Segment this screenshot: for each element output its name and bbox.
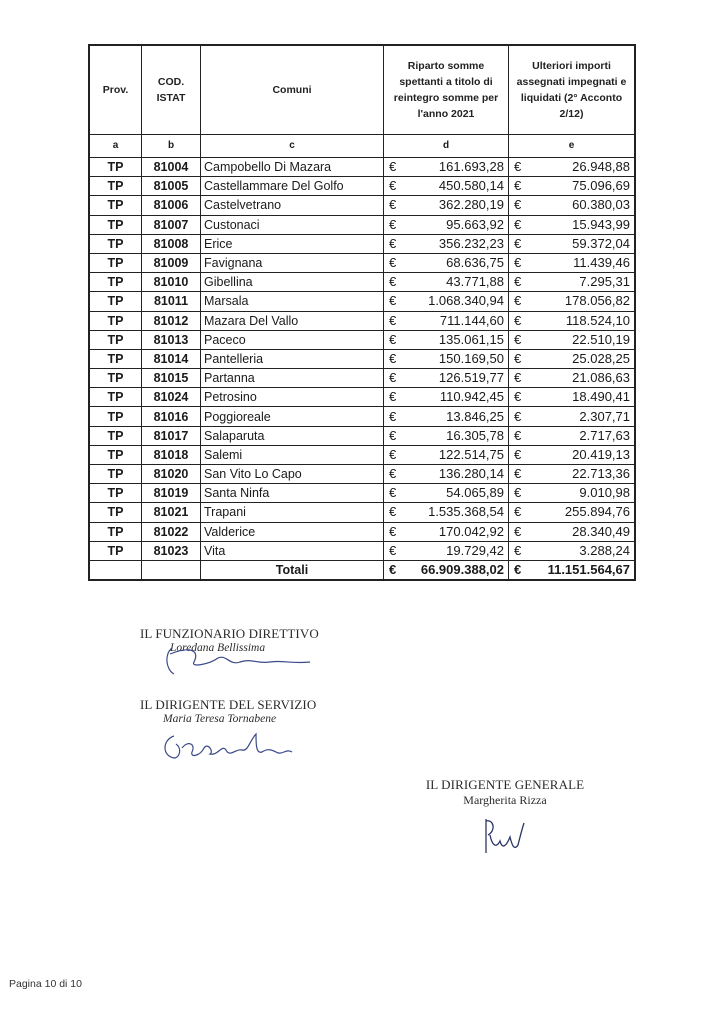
- cell-riparto: [384, 196, 509, 215]
- cell-ulteriori: [509, 369, 635, 388]
- cell-riparto-value: 711.144,60: [439, 312, 504, 328]
- signature-name: Loredana Bellissima: [170, 642, 266, 654]
- cell-cod-istat: 81014: [142, 349, 201, 368]
- cell-cod-istat: 81013: [142, 330, 201, 349]
- handwritten-signature-icon: [160, 640, 320, 680]
- currency-symbol: €: [389, 542, 397, 558]
- cell-riparto-value: 136.280,14: [438, 466, 504, 482]
- table-row: [90, 349, 635, 368]
- table-body: [90, 158, 635, 561]
- cell-ulteriori-value: 255.894,76: [564, 504, 630, 520]
- currency-symbol: €: [514, 427, 522, 443]
- totals-e-value: 11.151.564,67: [547, 561, 630, 577]
- cell-prov: TP: [90, 292, 142, 311]
- cell-ulteriori: [509, 388, 635, 407]
- cell-ulteriori-value: 178.056,82: [564, 293, 630, 309]
- currency-symbol: €: [389, 370, 397, 386]
- signature-dirigente-generale: [420, 777, 590, 808]
- currency-symbol: €: [389, 389, 397, 405]
- cell-ulteriori: [509, 196, 635, 215]
- cell-prov: TP: [90, 234, 142, 253]
- currency-symbol: €: [514, 408, 522, 424]
- cell-riparto-value: 126.519,77: [438, 370, 504, 386]
- table-row: [90, 215, 635, 234]
- cell-cod-istat: 81020: [142, 465, 201, 484]
- cell-riparto-value: 16.305,78: [446, 427, 504, 443]
- cell-prov: TP: [90, 273, 142, 292]
- cell-cod-istat: 81023: [142, 541, 201, 560]
- letter-c: c: [201, 135, 384, 158]
- currency-symbol: €: [514, 542, 522, 558]
- cell-ulteriori-value: 2.307,71: [579, 408, 630, 424]
- cell-ulteriori-value: 7.295,31: [579, 274, 630, 290]
- cell-prov: TP: [90, 388, 142, 407]
- currency-symbol: €: [514, 370, 522, 386]
- cell-riparto-value: 1.068.340,94: [428, 293, 504, 309]
- currency-symbol: €: [514, 293, 522, 309]
- cell-ulteriori: [509, 234, 635, 253]
- cell-ulteriori-value: 18.490,41: [572, 389, 630, 405]
- currency-symbol: €: [389, 312, 397, 328]
- cell-riparto: [384, 253, 509, 272]
- header-riparto: Riparto somme spettanti a titolo di reintegro somme per l'anno 2021: [384, 46, 509, 135]
- cell-ulteriori: [509, 311, 635, 330]
- cell-riparto-value: 170.042,92: [438, 523, 504, 539]
- cell-cod-istat: 81019: [142, 484, 201, 503]
- cell-prov: TP: [90, 311, 142, 330]
- currency-symbol: €: [389, 197, 397, 213]
- currency-symbol: €: [389, 331, 397, 347]
- cell-ulteriori-value: 11.439,46: [573, 255, 630, 271]
- totals-d-value: 66.909.388,02: [420, 561, 504, 577]
- totals-empty-a: [90, 560, 142, 579]
- table-row: [90, 426, 635, 445]
- letter-e: e: [509, 135, 635, 158]
- cell-ulteriori-value: 2.717,63: [579, 427, 630, 443]
- cell-cod-istat: 81016: [142, 407, 201, 426]
- table-row: [90, 273, 635, 292]
- cell-comune: Partanna: [201, 369, 384, 388]
- cell-riparto-value: 19.729,42: [446, 542, 504, 558]
- letter-a: a: [90, 135, 142, 158]
- cell-ulteriori: [509, 177, 635, 196]
- cell-prov: TP: [90, 215, 142, 234]
- cell-cod-istat: 81024: [142, 388, 201, 407]
- signature-dirigente-servizio: [140, 697, 316, 725]
- table-row: [90, 522, 635, 541]
- cell-comune: Castelvetrano: [201, 196, 384, 215]
- signature-role: IL FUNZIONARIO DIRETTIVO: [140, 626, 319, 641]
- table-row: [90, 541, 635, 560]
- cell-riparto: [384, 388, 509, 407]
- cell-riparto-value: 95.663,92: [446, 216, 504, 232]
- currency-symbol: €: [389, 255, 397, 271]
- currency-symbol: €: [389, 504, 397, 520]
- cell-cod-istat: 81007: [142, 215, 201, 234]
- cell-prov: TP: [90, 465, 142, 484]
- cell-riparto-value: 43.771,88: [446, 274, 504, 290]
- cell-cod-istat: 81009: [142, 253, 201, 272]
- cell-riparto: [384, 541, 509, 560]
- signature-role: IL DIRIGENTE GENERALE: [425, 777, 585, 792]
- cell-prov: TP: [90, 407, 142, 426]
- cell-ulteriori: [509, 158, 635, 177]
- currency-symbol: €: [514, 389, 522, 405]
- cell-prov: TP: [90, 330, 142, 349]
- cell-riparto-value: 110.942,45: [439, 389, 504, 405]
- cell-prov: TP: [90, 503, 142, 522]
- currency-symbol: €: [514, 178, 522, 194]
- cell-riparto: [384, 311, 509, 330]
- currency-symbol: €: [389, 235, 397, 251]
- cell-riparto: [384, 407, 509, 426]
- currency-symbol: €: [389, 427, 397, 443]
- cell-comune: Castellammare Del Golfo: [201, 177, 384, 196]
- cell-ulteriori-value: 26.948,88: [572, 159, 630, 175]
- signature-name: Maria Teresa Tornabene: [163, 713, 277, 725]
- table-row: [90, 407, 635, 426]
- cell-riparto: [384, 445, 509, 464]
- cell-cod-istat: 81022: [142, 522, 201, 541]
- cell-riparto-value: 135.061,15: [438, 331, 504, 347]
- cell-ulteriori: [509, 215, 635, 234]
- cell-ulteriori-value: 21.086,63: [572, 370, 630, 386]
- cell-ulteriori-value: 60.380,03: [572, 197, 630, 213]
- cell-ulteriori: [509, 522, 635, 541]
- currency-symbol: €: [514, 446, 522, 462]
- cell-ulteriori-value: 15.943,99: [572, 216, 630, 232]
- cell-comune: Favignana: [201, 253, 384, 272]
- cell-cod-istat: 81008: [142, 234, 201, 253]
- cell-prov: TP: [90, 426, 142, 445]
- cell-comune: Vita: [201, 541, 384, 560]
- cell-cod-istat: 81018: [142, 445, 201, 464]
- cell-riparto: [384, 273, 509, 292]
- totals-label: Totali: [201, 560, 384, 579]
- currency-symbol: €: [389, 216, 397, 232]
- currency-symbol: €: [514, 485, 522, 501]
- cell-cod-istat: 81010: [142, 273, 201, 292]
- cell-comune: Salemi: [201, 445, 384, 464]
- cell-comune: Poggioreale: [201, 407, 384, 426]
- totals-d: [384, 560, 509, 579]
- totals-row: [90, 560, 635, 579]
- cell-ulteriori-value: 28.340,49: [572, 523, 630, 539]
- cell-riparto-value: 1.535.368,54: [428, 504, 504, 520]
- cell-ulteriori: [509, 541, 635, 560]
- cell-comune: Pantelleria: [201, 349, 384, 368]
- currency-symbol: €: [389, 178, 397, 194]
- cell-ulteriori-value: 59.372,04: [572, 235, 630, 251]
- cell-riparto: [384, 177, 509, 196]
- cell-riparto: [384, 349, 509, 368]
- currency-symbol: €: [514, 350, 522, 366]
- cell-comune: Custonaci: [201, 215, 384, 234]
- cell-ulteriori: [509, 503, 635, 522]
- cell-ulteriori: [509, 465, 635, 484]
- cell-comune: Marsala: [201, 292, 384, 311]
- cell-cod-istat: 81021: [142, 503, 201, 522]
- cell-ulteriori: [509, 253, 635, 272]
- currency-symbol: €: [514, 274, 522, 290]
- signature-role: IL DIRIGENTE DEL SERVIZIO: [140, 697, 317, 712]
- cell-comune: Campobello Di Mazara: [201, 158, 384, 177]
- currency-symbol: €: [514, 235, 522, 251]
- cell-riparto-value: 68.636,75: [446, 255, 504, 271]
- cell-prov: TP: [90, 445, 142, 464]
- currency-symbol: €: [389, 274, 397, 290]
- table-row: [90, 484, 635, 503]
- currency-symbol: €: [514, 331, 522, 347]
- cell-riparto: [384, 292, 509, 311]
- handwritten-signature-icon: [480, 815, 530, 860]
- letter-d: d: [384, 135, 509, 158]
- header-ulteriori: Ulteriori importi assegnati impegnati e liquidati (2° Acconto 2/12): [509, 46, 635, 135]
- cell-riparto-value: 161.693,28: [438, 159, 504, 175]
- cell-ulteriori: [509, 426, 635, 445]
- table-row: [90, 503, 635, 522]
- currency-symbol: €: [389, 293, 397, 309]
- cell-riparto: [384, 465, 509, 484]
- totals-e: [509, 560, 635, 579]
- cell-cod-istat: 81017: [142, 426, 201, 445]
- cell-comune: Valderice: [201, 522, 384, 541]
- cell-comune: San Vito Lo Capo: [201, 465, 384, 484]
- cell-ulteriori-value: 3.288,24: [579, 542, 630, 558]
- cell-cod-istat: 81005: [142, 177, 201, 196]
- currency-symbol: €: [389, 159, 397, 175]
- totals-empty-b: [142, 560, 201, 579]
- currency-symbol: €: [514, 255, 522, 271]
- cell-ulteriori-value: 9.010,98: [579, 485, 630, 501]
- table-row: [90, 311, 635, 330]
- allocation-table: [89, 45, 635, 580]
- currency-symbol: €: [514, 159, 522, 175]
- cell-cod-istat: 81004: [142, 158, 201, 177]
- cell-cod-istat: 81012: [142, 311, 201, 330]
- cell-comune: Santa Ninfa: [201, 484, 384, 503]
- table-row: [90, 292, 635, 311]
- cell-prov: TP: [90, 522, 142, 541]
- currency-symbol: €: [389, 466, 397, 482]
- cell-riparto: [384, 426, 509, 445]
- cell-riparto: [384, 369, 509, 388]
- cell-prov: TP: [90, 253, 142, 272]
- letter-b: b: [142, 135, 201, 158]
- cell-riparto-value: 54.065,89: [446, 485, 504, 501]
- table-row: [90, 196, 635, 215]
- cell-ulteriori: [509, 349, 635, 368]
- cell-comune: Petrosino: [201, 388, 384, 407]
- cell-riparto: [384, 522, 509, 541]
- cell-ulteriori: [509, 484, 635, 503]
- page-number: Pagina 10 di 10: [9, 978, 82, 990]
- cell-prov: TP: [90, 196, 142, 215]
- table-row: [90, 177, 635, 196]
- cell-prov: TP: [90, 349, 142, 368]
- cell-riparto: [384, 330, 509, 349]
- currency-symbol: €: [514, 504, 522, 520]
- handwritten-signature-icon: [160, 730, 310, 764]
- cell-cod-istat: 81011: [142, 292, 201, 311]
- cell-comune: Erice: [201, 234, 384, 253]
- currency-symbol: €: [514, 561, 522, 577]
- cell-riparto: [384, 158, 509, 177]
- cell-prov: TP: [90, 158, 142, 177]
- header-cod-istat: COD. ISTAT: [142, 46, 201, 135]
- cell-prov: TP: [90, 177, 142, 196]
- cell-prov: TP: [90, 541, 142, 560]
- cell-comune: Mazara Del Vallo: [201, 311, 384, 330]
- cell-riparto: [384, 503, 509, 522]
- cell-ulteriori-value: 118.524,10: [565, 312, 630, 328]
- table-row: [90, 158, 635, 177]
- cell-comune: Paceco: [201, 330, 384, 349]
- table-row: [90, 330, 635, 349]
- cell-riparto-value: 450.580,14: [438, 178, 504, 194]
- cell-prov: TP: [90, 484, 142, 503]
- cell-ulteriori-value: 75.096,69: [572, 178, 630, 194]
- cell-ulteriori-value: 22.713,36: [572, 466, 630, 482]
- cell-riparto: [384, 484, 509, 503]
- cell-ulteriori: [509, 407, 635, 426]
- cell-ulteriori: [509, 273, 635, 292]
- currency-symbol: €: [389, 446, 397, 462]
- cell-ulteriori: [509, 292, 635, 311]
- table-row: [90, 369, 635, 388]
- cell-comune: Salaparuta: [201, 426, 384, 445]
- cell-riparto: [384, 215, 509, 234]
- cell-ulteriori-value: 25.028,25: [572, 350, 630, 366]
- currency-symbol: €: [389, 523, 397, 539]
- cell-comune: Trapani: [201, 503, 384, 522]
- cell-riparto-value: 362.280,19: [438, 197, 504, 213]
- cell-ulteriori: [509, 330, 635, 349]
- table-row: [90, 465, 635, 484]
- header-prov: Prov.: [90, 46, 142, 135]
- cell-cod-istat: 81006: [142, 196, 201, 215]
- cell-prov: TP: [90, 369, 142, 388]
- currency-symbol: €: [514, 523, 522, 539]
- currency-symbol: €: [389, 408, 397, 424]
- currency-symbol: €: [514, 216, 522, 232]
- table-row: [90, 234, 635, 253]
- table-row: [90, 253, 635, 272]
- cell-riparto: [384, 234, 509, 253]
- cell-ulteriori: [509, 445, 635, 464]
- currency-symbol: €: [389, 350, 397, 366]
- cell-ulteriori-value: 22.510,19: [572, 331, 630, 347]
- currency-symbol: €: [514, 466, 522, 482]
- cell-riparto-value: 122.514,75: [438, 446, 504, 462]
- cell-riparto-value: 13.846,25: [446, 408, 504, 424]
- signature-name: Margherita Rizza: [463, 793, 547, 807]
- currency-symbol: €: [514, 197, 522, 213]
- cell-riparto-value: 150.169,50: [438, 350, 504, 366]
- table-row: [90, 388, 635, 407]
- cell-riparto-value: 356.232,23: [438, 235, 504, 251]
- cell-ulteriori-value: 20.419,13: [572, 446, 630, 462]
- currency-symbol: €: [514, 312, 522, 328]
- cell-cod-istat: 81015: [142, 369, 201, 388]
- cell-comune: Gibellina: [201, 273, 384, 292]
- currency-symbol: €: [389, 485, 397, 501]
- header-comuni: Comuni: [201, 46, 384, 135]
- table-row: [90, 445, 635, 464]
- currency-symbol: €: [389, 561, 397, 577]
